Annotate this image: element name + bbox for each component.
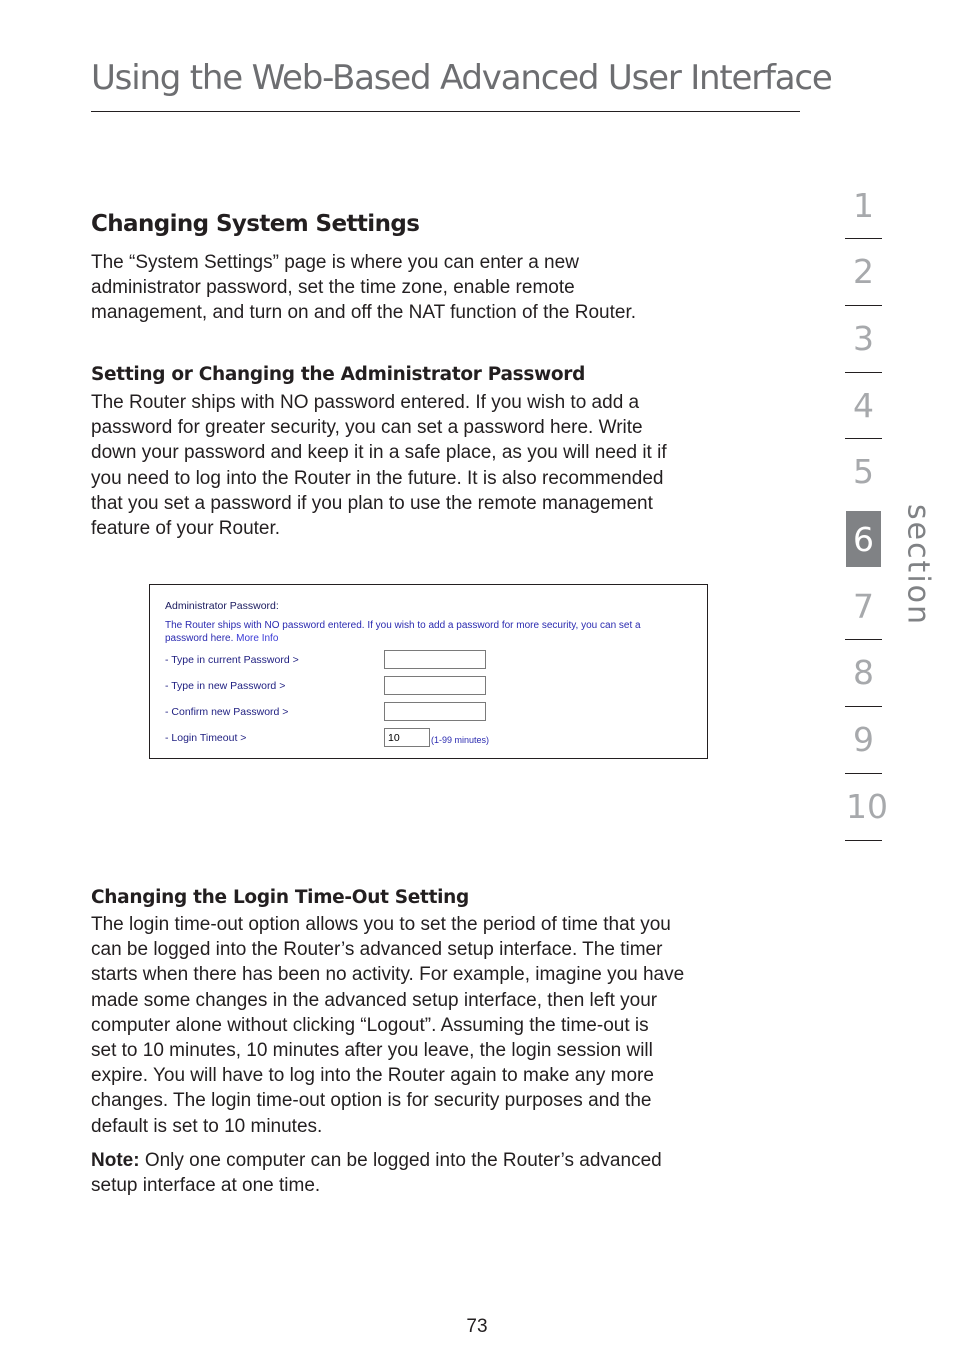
section-tab-6-label: 6 <box>853 520 874 559</box>
tab-divider <box>845 238 882 239</box>
note-label: Note: <box>91 1150 140 1171</box>
section-tab-1[interactable]: 1 <box>853 186 874 225</box>
section-tab-2[interactable]: 2 <box>853 252 874 291</box>
section-tab-10[interactable]: 10 <box>846 787 888 826</box>
subheading-admin-password: Setting or Changing the Administrator Password <box>91 364 586 385</box>
tab-divider <box>845 840 882 841</box>
section-tab-5[interactable]: 5 <box>853 452 874 491</box>
login-timeout-label: - Login Timeout > <box>165 732 247 744</box>
text-line: set to 10 minutes, 10 minutes after you leave, the login session will <box>91 1040 653 1062</box>
tab-divider <box>845 706 882 707</box>
section-tab-4[interactable]: 4 <box>853 386 874 425</box>
text-line: can be logged into the Router’s advanced setup interface. The timer <box>91 939 663 961</box>
text-line: setup interface at one time. <box>91 1175 321 1197</box>
note-text: Only one computer can be logged into the Router’s advanced <box>139 1150 662 1171</box>
text-line: The Router ships with NO password entered. If you wish to add a <box>91 392 640 413</box>
panel-desc-line: The Router ships with NO password entered. If you wish to add a password for more security, you can set a <box>165 620 641 631</box>
text-line: administrator password, set the time zone, enable remote <box>91 277 575 299</box>
new-password-input[interactable] <box>384 676 486 695</box>
text-line: changes. The login time-out option is for security purposes and the <box>91 1090 652 1112</box>
text-line: expire. You will have to log into the Router again to make any more <box>91 1065 654 1087</box>
current-password-label: - Type in current Password > <box>165 654 299 666</box>
login-timeout-paragraph <box>91 912 803 1139</box>
section-label-text: section <box>900 503 936 627</box>
text-line: management, and turn on and off the NAT function of the Router. <box>91 302 637 324</box>
note-paragraph <box>91 1148 803 1198</box>
subheading-login-timeout: Changing the Login Time-Out Setting <box>91 887 469 908</box>
section-tab-9[interactable]: 9 <box>853 720 874 759</box>
panel-title: Administrator Password: <box>165 600 279 612</box>
new-password-label: - Type in new Password > <box>165 680 286 692</box>
tab-divider <box>845 372 882 373</box>
tab-divider <box>845 773 882 774</box>
page-header-title: Using the Web-Based Advanced User Interface <box>91 58 832 98</box>
text-line: down your password and keep it in a safe place, as you will need it if <box>91 442 667 464</box>
login-timeout-input[interactable] <box>384 728 430 747</box>
system-settings-paragraph <box>91 250 803 326</box>
section-heading-system-settings: Changing System Settings <box>91 211 420 237</box>
text-line <box>91 1148 803 1173</box>
text-line: feature of your Router. <box>91 518 281 540</box>
tab-divider <box>845 438 882 439</box>
section-tab-7[interactable]: 7 <box>853 587 874 626</box>
admin-password-screenshot <box>149 584 708 759</box>
tab-divider <box>845 305 882 306</box>
admin-password-paragraph <box>91 390 803 541</box>
page-number: 73 <box>466 1316 488 1337</box>
panel-desc-line <box>165 632 695 645</box>
section-vertical-label <box>888 505 948 625</box>
more-info-link[interactable]: More Info <box>236 633 279 644</box>
text-line: password for greater security, you can set a password here. Write <box>91 417 643 439</box>
section-tab-6-active[interactable] <box>846 511 881 567</box>
text-line: you need to log into the Router in the future. It is also recommended <box>91 467 664 489</box>
text-line: The login time-out option allows you to set the period of time that you <box>91 914 671 935</box>
panel-desc-text: password here. <box>165 633 234 644</box>
text-line: The “System Settings” page is where you can enter a new <box>91 252 579 273</box>
text-line: made some changes in the advanced setup interface, then left your <box>91 989 658 1011</box>
timeout-range-hint: (1-99 minutes) <box>431 735 490 745</box>
confirm-password-label: - Confirm new Password > <box>165 706 289 718</box>
tab-divider <box>845 639 882 640</box>
text-line: default is set to 10 minutes. <box>91 1115 323 1137</box>
text-line: that you set a password if you plan to use the remote management <box>91 492 653 514</box>
header-divider <box>91 111 800 112</box>
section-tab-3[interactable]: 3 <box>853 319 874 358</box>
panel-description <box>165 619 695 645</box>
text-line: computer alone without clicking “Logout”. Assuming the time-out is <box>91 1014 649 1036</box>
text-line: starts when there has been no activity. For example, imagine you have <box>91 964 685 986</box>
current-password-input[interactable] <box>384 650 486 669</box>
section-tab-8[interactable]: 8 <box>853 653 874 692</box>
confirm-password-input[interactable] <box>384 702 486 721</box>
